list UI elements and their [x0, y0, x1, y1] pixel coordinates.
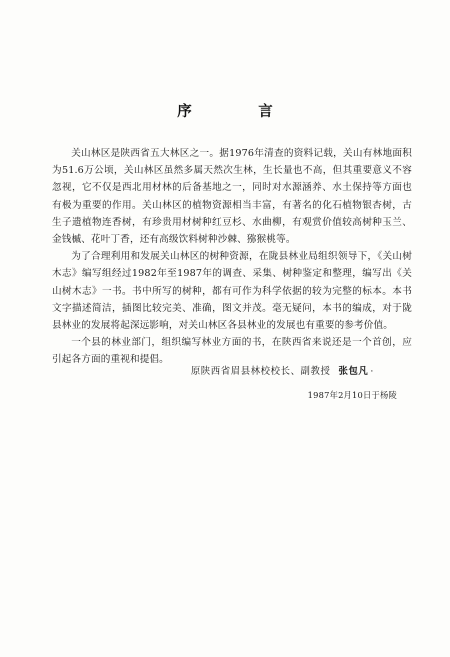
page-title: 序 言: [177, 104, 299, 120]
signature-name: 张包凡: [338, 366, 369, 377]
paragraph: 为了合理利用和发展关山林区的树种资源，在陇县林业局组织领导下，《关山树木志》编写组经过1982年至1987年的调查、采集、树种鉴定和整理，编写出《关山树木志》一书。书中所写的树种，都有可作为科学依据的较为完整的标本。本书文字描述简洁，插图比较完美、准确，图文并茂。毫无疑问，本书的编成，对于陇县林业的发展将起深远影响，对关山林区各县林业的发展也有重要的参考价值。: [52, 251, 412, 332]
paragraph: 一个县的林业部门，组织编写林业方面的书，在陕西省来说还是一个首创，应引起各方面的重视和提倡。: [52, 337, 412, 366]
signature-date: 1987年2月10日于杨陵: [307, 390, 397, 400]
signature-line: [191, 363, 374, 377]
paragraph: 关山林区是陕西省五大林区之一。据1976年清查的资料记载，关山有林地面积为51.6万公顷，关山林区虽然多属天然次生林，生长量也不高，但其重要意义不容忽视，它不仅是西北用材林的后备基地之一，同时对水源涵养、水土保持等方面也有极为重要的作用。关山林区的植物资源相当丰富，有著名的化石植物银杏树，古生子遗植物连香树，有珍贵用材树种红豆杉、水曲柳，有观赏价值较高树种玉兰、金钱槭、花叶丁香，还有高级饮料树种沙棘、猕猴桃等。: [52, 148, 412, 246]
preface-body: [52, 145, 412, 369]
signature-mark: ·: [370, 366, 374, 377]
signature-affiliation: 原陕西省眉县林校校长、副教授: [190, 366, 331, 377]
